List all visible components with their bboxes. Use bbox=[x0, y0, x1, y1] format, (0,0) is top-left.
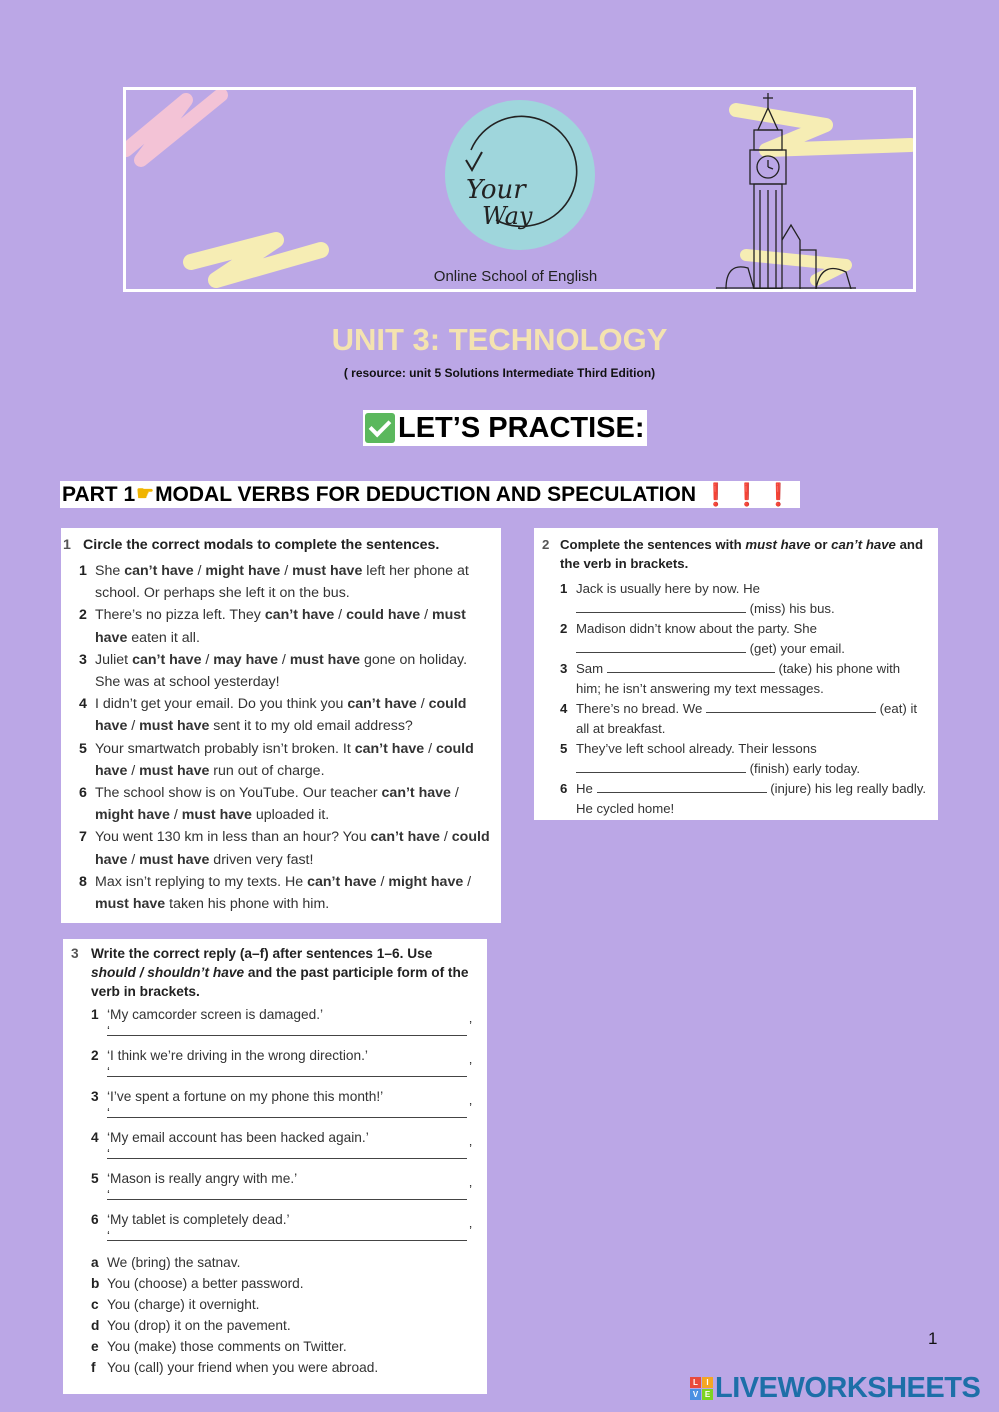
resource-note: ( resource: unit 5 Solutions Intermediate Third Edition) bbox=[343, 366, 656, 380]
exercise-number: 1 bbox=[63, 537, 71, 553]
option-letter: e bbox=[91, 1339, 99, 1354]
logo-letter: E bbox=[702, 1389, 713, 1400]
logo-way-text: Way bbox=[482, 202, 533, 230]
exercise-1-item bbox=[79, 649, 491, 693]
item-number: 3 bbox=[91, 1089, 99, 1104]
item-text[interactable]: Jack is usually here by now. He (miss) his bus. bbox=[576, 581, 835, 616]
page-number: 1 bbox=[928, 1329, 938, 1348]
exercise-2-item bbox=[560, 579, 928, 619]
option-text: You (choose) a better password. bbox=[107, 1276, 304, 1291]
exercise-2-item bbox=[560, 619, 928, 659]
exercise-2-instruction: Complete the sentences with must have or can’t have and the verb in brackets. bbox=[560, 537, 924, 571]
item-text: ‘Mason is really angry with me.’ bbox=[107, 1171, 298, 1186]
item-number: 3 bbox=[79, 651, 87, 668]
item-number: 2 bbox=[560, 621, 568, 636]
item-number: 5 bbox=[560, 741, 568, 756]
option-letter: f bbox=[91, 1360, 96, 1375]
liveworksheets-logo-icon bbox=[690, 1377, 713, 1400]
exercise-1-item bbox=[79, 871, 491, 915]
item-number: 6 bbox=[79, 785, 87, 802]
banner-caption: Online School of English bbox=[433, 268, 598, 285]
option-text: You (drop) it on the pavement. bbox=[107, 1318, 291, 1333]
exercise-2-item bbox=[560, 739, 928, 779]
item-number: 5 bbox=[91, 1171, 99, 1186]
answer-line[interactable]: ‘ ’ bbox=[107, 1059, 472, 1079]
header-banner bbox=[123, 87, 916, 292]
exercise-2-item bbox=[560, 699, 928, 739]
item-number: 6 bbox=[560, 781, 568, 796]
reply-option bbox=[91, 1357, 477, 1378]
item-text[interactable]: Max isn’t replying to my texts. He can’t have / might have / must have taken his phone with him. bbox=[95, 873, 472, 913]
exercise-3-item bbox=[91, 1005, 477, 1046]
item-text[interactable]: They’ve left school already. Their lessons (finish) early today. bbox=[576, 741, 861, 776]
exercise-2-item bbox=[560, 659, 928, 699]
exercise-3-options bbox=[71, 1252, 477, 1378]
exercise-2-panel bbox=[534, 528, 938, 820]
reply-option bbox=[91, 1315, 477, 1336]
exercise-3-item bbox=[91, 1210, 477, 1251]
part1-text: MODAL VERBS FOR DEDUCTION AND SPECULATION bbox=[155, 483, 697, 506]
logo-letter: I bbox=[702, 1377, 713, 1388]
item-number: 4 bbox=[560, 701, 568, 716]
option-letter: d bbox=[91, 1318, 100, 1333]
option-text: We (bring) the satnav. bbox=[107, 1255, 241, 1270]
part1-heading bbox=[60, 481, 800, 508]
option-text: You (charge) it overnight. bbox=[107, 1297, 260, 1312]
item-number: 4 bbox=[91, 1130, 99, 1145]
item-number: 5 bbox=[79, 740, 87, 757]
exercise-3-item bbox=[91, 1087, 477, 1128]
reply-option bbox=[91, 1273, 477, 1294]
reply-option bbox=[91, 1336, 477, 1357]
exercise-1-panel bbox=[61, 528, 501, 923]
exercise-1-item bbox=[79, 782, 491, 826]
item-text[interactable]: I didn’t get your email. Do you think you can’t have / could have / must have sent it to my old email address? bbox=[95, 696, 467, 735]
logo-your-text: Your bbox=[466, 175, 526, 205]
item-number: 4 bbox=[79, 696, 87, 713]
check-mark-icon bbox=[365, 413, 395, 443]
item-text[interactable]: The school show is on YouTube. Our teacher can’t have / might have / must have uploaded it. bbox=[95, 785, 459, 824]
item-number: 2 bbox=[91, 1048, 99, 1063]
exercise-2-item bbox=[560, 779, 928, 819]
answer-line[interactable]: ‘ ’ bbox=[107, 1141, 472, 1161]
item-number: 1 bbox=[91, 1007, 99, 1022]
item-text: ‘My tablet is completely dead.’ bbox=[107, 1212, 290, 1227]
item-text[interactable]: He (injure) his leg really badly. He cycled home! bbox=[576, 781, 927, 816]
item-number: 6 bbox=[91, 1212, 99, 1227]
exercise-1-instruction: Circle the correct modals to complete the sentences. bbox=[83, 537, 440, 553]
liveworksheets-brand: LIVEWORKSHEETS bbox=[715, 1372, 981, 1404]
item-text[interactable]: Juliet can’t have / may have / must have gone on holiday. She was at school yesterday! bbox=[95, 651, 468, 691]
banner-artwork bbox=[126, 90, 913, 289]
item-text[interactable]: Sam (take) his phone with him; he isn’t answering my text messages. bbox=[576, 661, 901, 696]
item-text[interactable]: You went 130 km in less than an hour? You can’t have / could have / must have driven very fast! bbox=[95, 829, 490, 868]
item-number: 1 bbox=[560, 581, 568, 596]
page-title: UNIT 3: TECHNOLOGY bbox=[331, 322, 668, 357]
option-text: You (call) your friend when you were abroad. bbox=[107, 1360, 379, 1375]
option-letter: a bbox=[91, 1255, 99, 1270]
item-text: ‘I think we’re driving in the wrong direction.’ bbox=[107, 1048, 368, 1063]
item-text[interactable]: Your smartwatch probably isn’t broken. It can’t have / could have / must have run out of charge. bbox=[95, 740, 474, 779]
item-text[interactable]: She can’t have / might have / must have left her phone at school. Or perhaps she left it on the bus. bbox=[95, 563, 469, 602]
exercise-number: 2 bbox=[542, 537, 550, 552]
reply-option bbox=[91, 1294, 477, 1315]
part1-label: PART 1 bbox=[62, 483, 136, 506]
exercise-number: 3 bbox=[71, 946, 79, 961]
exercise-3-item bbox=[91, 1128, 477, 1169]
exercise-1-item bbox=[79, 738, 491, 782]
item-number: 7 bbox=[79, 829, 87, 846]
exercise-1-item bbox=[79, 604, 491, 648]
logo-letter: L bbox=[690, 1377, 701, 1388]
answer-line[interactable]: ‘ ’ bbox=[107, 1100, 472, 1120]
item-text: ‘My email account has been hacked again.’ bbox=[107, 1130, 369, 1145]
exercise-3-list bbox=[71, 1005, 477, 1251]
exercise-3-panel bbox=[63, 939, 487, 1394]
item-text[interactable]: There’s no bread. We (eat) it all at breakfast. bbox=[576, 701, 918, 736]
answer-line[interactable]: ‘ ’ bbox=[107, 1182, 472, 1202]
pointing-hand-icon: ☛ bbox=[136, 483, 155, 505]
option-letter: c bbox=[91, 1297, 99, 1312]
logo-letter: V bbox=[690, 1389, 701, 1400]
item-number: 8 bbox=[79, 873, 87, 890]
exercise-1-list bbox=[63, 560, 491, 915]
answer-line[interactable]: ‘ ’ bbox=[107, 1018, 472, 1038]
exercise-1-item bbox=[79, 693, 491, 737]
liveworksheets-footer bbox=[690, 1372, 980, 1405]
item-text[interactable]: There’s no pizza left. They can’t have / could have / must have eaten it all. bbox=[95, 607, 466, 646]
exercise-1-item bbox=[79, 560, 491, 604]
exercise-3-item bbox=[91, 1046, 477, 1087]
item-text[interactable]: Madison didn’t know about the party. She (get) your email. bbox=[576, 621, 845, 656]
item-number: 1 bbox=[79, 563, 87, 579]
exclamation-icons: ❗❗❗ bbox=[702, 482, 797, 507]
item-text: ‘I’ve spent a fortune on my phone this month!’ bbox=[107, 1089, 384, 1104]
item-number: 2 bbox=[79, 607, 87, 624]
exercise-2-list bbox=[542, 579, 928, 819]
option-text: You (make) those comments on Twitter. bbox=[107, 1339, 347, 1354]
item-number: 3 bbox=[560, 661, 568, 676]
exercise-3-item bbox=[91, 1169, 477, 1210]
option-letter: b bbox=[91, 1276, 100, 1291]
item-text: ‘My camcorder screen is damaged.’ bbox=[107, 1007, 324, 1022]
exercise-3-instruction: Write the correct reply (a–f) after sentences 1–6. Use should / shouldn’t have and the past participle form of the verb in brackets. bbox=[91, 946, 469, 999]
answer-line[interactable]: ‘ ’ bbox=[107, 1223, 472, 1243]
exercise-1-item bbox=[79, 826, 491, 870]
reply-option bbox=[91, 1252, 477, 1273]
lets-practise-text: LET’S PRACTISE: bbox=[398, 412, 645, 444]
lets-practise-heading bbox=[363, 410, 647, 446]
